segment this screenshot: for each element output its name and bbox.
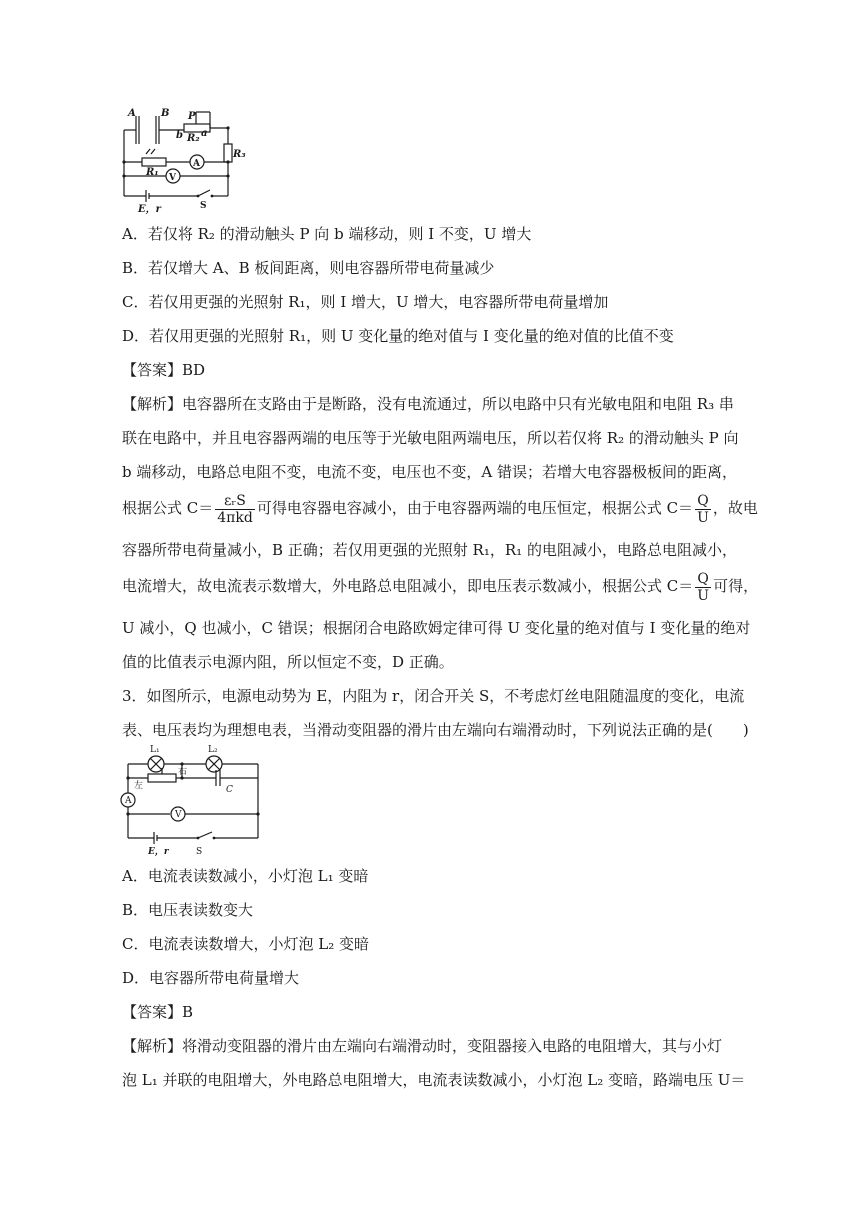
q3-stem-line: 3．如图所示，电源电动势为 E，内阻为 r，闭合开关 S，不考虑灯丝电阻随温度的变化，电流 xyxy=(122,687,745,705)
analysis-text: 电流增大，故电流表示数增大，外电路总电阻减小，即电压表示数减小，根据公式 C＝ xyxy=(122,577,694,595)
circuit-diagram-q2 xyxy=(118,104,258,216)
analysis-text: ，故电 xyxy=(712,499,758,517)
voltmeter-label: V xyxy=(169,173,176,183)
label-l1: L₁ xyxy=(150,745,160,755)
label-end-b: b xyxy=(176,130,183,141)
voltmeter-label: V xyxy=(175,810,182,820)
q3-stem-line: 表、电压表均为理想电表，当滑动变阻器的滑片由左端向右端滑动时，下列说法正确的是( ) xyxy=(122,721,749,739)
label-emf-r: E，r xyxy=(148,847,169,857)
q2-analysis-line: 值的比值表示电源内阻，所以恒定不变，D 正确。 xyxy=(122,653,454,671)
fraction-numerator: Q xyxy=(695,493,711,510)
label-emf-r: E，r xyxy=(138,204,161,215)
q2-analysis-line: 联在电路中，并且电容器两端的电压等于光敏电阻两端电压，所以若仅将 R₂ 的滑动触头 P 向 xyxy=(122,429,739,447)
q3-analysis-line: 【解析】将滑动变阻器的滑片由左端向右端滑动时，变阻器接入电路的电阻增大，其与小灯 xyxy=(122,1037,723,1055)
q3-option-d: D．电容器所带电荷量增大 xyxy=(122,969,300,987)
q3-analysis-line: 泡 L₁ 并联的电阻增大，外电路总电阻增大，电流表读数减小，小灯泡 L₂ 变暗，路端电压 U＝ xyxy=(122,1071,746,1089)
q2-option-d: D．若仅用更强的光照射 R₁，则 U 变化量的绝对值与 I 变化量的绝对值的比值不变 xyxy=(122,327,674,345)
label-slider-p: P xyxy=(188,111,196,122)
analysis-text: 根据公式 C＝ xyxy=(122,499,214,517)
label-end-a: a xyxy=(201,128,208,139)
q3-answer: 【答案】B xyxy=(122,1003,194,1021)
q3-option-b: B．电压表读数变大 xyxy=(122,901,254,919)
q2-analysis-line: 容器所带电荷量减小，B 正确；若仅用更强的光照射 R₁，R₁ 的电阻减小，电路总电阻减小， xyxy=(122,541,737,559)
label-r1: R₁ xyxy=(146,167,159,178)
analysis-text: 可得， xyxy=(713,577,759,595)
label-plate-b: B xyxy=(161,108,170,119)
q2-option-a: A．若仅将 R₂ 的滑动触头 P 向 b 端移动，则 I 不变，U 增大 xyxy=(122,225,532,243)
fraction-denominator: U xyxy=(697,587,710,604)
q2-analysis-line: U 减小，Q 也减小，C 错误；根据闭合电路欧姆定律可得 U 变化量的绝对值与 I 变化量的绝对 xyxy=(122,619,751,637)
q2-answer: 【答案】BD xyxy=(122,361,206,379)
q3-option-a: A．电流表读数减小，小灯泡 L₁ 变暗 xyxy=(122,867,369,885)
q2-analysis-line: b 端移动，电路总电阻不变，电流不变，电压也不变，A 错误；若增大电容器极板间的距离， xyxy=(122,463,737,481)
q2-analysis-line: 【解析】电容器所在支路由于是断路，没有电流通过，所以电路中只有光敏电阻和电阻 R₃ 串 xyxy=(122,395,734,413)
fraction-numerator: Q xyxy=(695,571,711,588)
label-plate-a: A xyxy=(128,108,136,119)
label-switch-s: S xyxy=(200,201,207,211)
label-l2: L₂ xyxy=(208,745,218,755)
label-r2: R₂ xyxy=(187,133,200,144)
q2-option-c: C．若仅用更强的光照射 R₁，则 I 增大，U 增大，电容器所带电荷量增加 xyxy=(122,293,609,311)
label-capacitor-c: C xyxy=(226,785,233,795)
fraction-numerator: εᵣS xyxy=(215,493,255,510)
label-right: 右 xyxy=(178,767,188,777)
fraction-denominator: U xyxy=(697,509,709,526)
circuit-diagram-q3 xyxy=(118,742,268,860)
q2-analysis-formula-line xyxy=(122,570,758,604)
q2-analysis-formula-line xyxy=(122,492,758,526)
q2-option-b: B．若仅增大 A、B 板间距离，则电容器所带电荷量减少 xyxy=(122,259,495,277)
analysis-text: 可得电容器电容减小，由于电容器两端的电压恒定，根据公式 C＝ xyxy=(256,499,694,517)
charge-over-voltage-formula xyxy=(695,571,711,604)
label-switch-s: S xyxy=(196,847,203,857)
ammeter-label: A xyxy=(193,159,200,169)
charge-over-voltage-formula xyxy=(695,493,711,526)
label-left: 左 xyxy=(134,781,144,791)
fraction-denominator: 4πkd xyxy=(217,509,253,526)
q3-option-c: C．电流表读数增大，小灯泡 L₂ 变暗 xyxy=(122,935,369,953)
capacitance-formula xyxy=(215,493,255,526)
ammeter-label: A xyxy=(125,796,132,806)
label-r3: R₃ xyxy=(233,149,246,160)
